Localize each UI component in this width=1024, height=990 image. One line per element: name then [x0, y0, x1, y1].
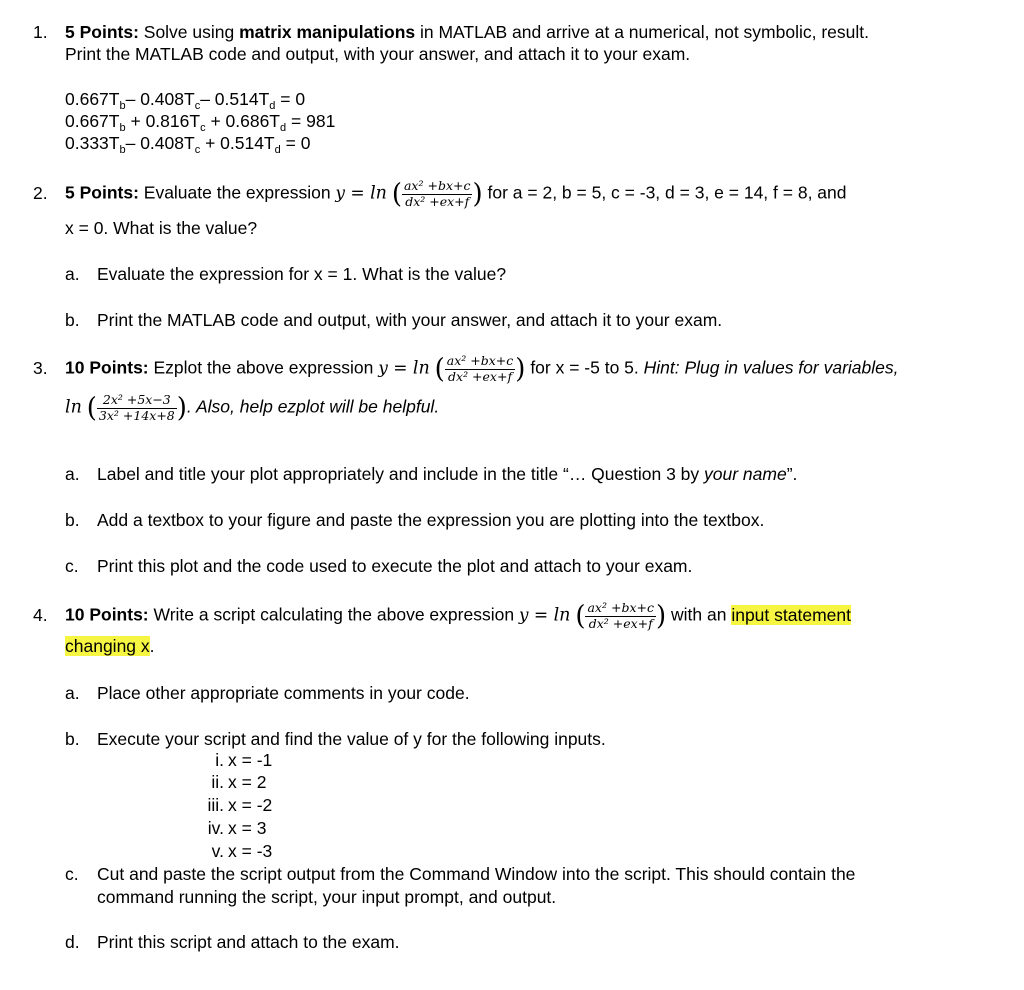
question-4a: a. Place other appropriate comments in your code. [65, 683, 470, 703]
question-4b: b. Execute your script and find the value of y for the following inputs. [65, 729, 606, 749]
question-number: 2. [33, 182, 48, 203]
points-label: 10 Points: [65, 604, 149, 625]
equation-2: $0.667T_b + 0.816T_c + 0.686T_d = 981$ [65, 111, 336, 134]
equation-1: $0.667T_b-$ $0.408T_c-$ $0.514T_d = 0$ [65, 89, 306, 112]
question-bold-text: matrix manipulations [239, 22, 416, 42]
points-label: 10 Points: [65, 357, 149, 378]
question-text: Solve using [138, 22, 240, 42]
input-value: x = -1 [228, 750, 273, 770]
input-roman: iii. [207, 795, 224, 815]
question-2-line-2: x = 0. What is the value? [65, 218, 258, 238]
expression-fraction: $\frac{\text{ax² +bx+c}}{\text{dx² +ex+f}}$ [587, 600, 654, 631]
input-roman: v. [211, 841, 224, 861]
question-4d: d. Print this script and attach to the exam. [65, 932, 400, 952]
specific-expression-fraction: $\frac{\text{2x² +5x−3}}{\text{3x² +14x+8}}$ [98, 392, 175, 423]
equation-3: $0.333T_b-$ $0.408T_c + 0.514T_d = 0$ [65, 133, 311, 156]
highlighted-text: changing x [65, 636, 150, 656]
hint-text: Hint: Plug in values for variables, [643, 357, 899, 378]
input-roman: ii. [211, 772, 224, 792]
expression-fraction: $\frac{\text{ax² +bx+c}}{\text{dx² +ex+f}}$ [403, 178, 471, 209]
expression-fraction: $\frac{\text{ax² +bx+c}}{\text{dx² +ex+f}}$ [446, 353, 514, 384]
highlighted-text: input statement [731, 604, 851, 625]
question-4-line-2: changing x. [65, 636, 155, 656]
question-number: 4. [33, 604, 48, 625]
question-3-line-1: 3. 10 Points: Ezplot the above expression y = ln ( $\frac{\text{ax² +bx+c}}{\text{dx² +ex+f}}$ ) for x = -5 to 5. Hint: Plug in values for variables, [33, 353, 899, 385]
question-1-line-1 [33, 24, 869, 42]
question-3a: a. Label and title your plot appropriately and include in the title “… Question 3 by your name”. [65, 464, 798, 484]
input-value: x = 3 [228, 818, 267, 838]
question-4-line-1: 4. 10 Points: Write a script calculating the above expression y = ln ( $\frac{\text{ax² +bx+c}}{\text{dx² +ex+f}}$ ) with an input statement [33, 600, 851, 632]
question-number: 1. [33, 22, 48, 42]
question-3c: c. Print this plot and the code used to execute the plot and attach to your exam. [65, 556, 693, 576]
question-number: 3. [33, 357, 48, 378]
input-roman: i. [215, 750, 224, 770]
input-value: x = -3 [228, 841, 273, 861]
question-3-line-2: ln ( $\frac{\text{2x² +5x−3}}{\text{3x² +14x+8}}$ ). Also, help ezplot will be helpful. [65, 392, 440, 424]
question-1-line-2: Print the MATLAB code and output, with your answer, and attach it to your exam. [65, 44, 691, 64]
question-2-line-1: 2. 5 Points: Evaluate the expression y = ln ( $\frac{\text{ax² +bx+c}}{\text{dx² +ex+f}}$ ) for a = 2, b = 5, c = -3, d = 3, e = 14, f = 8, and [33, 178, 847, 210]
input-value: x = -2 [228, 795, 273, 815]
question-2b: b. Print the MATLAB code and output, with your answer, and attach it to your exam. [65, 310, 723, 330]
question-4c: c. Cut and paste the script output from the Command Window into the script. This should contain the [65, 864, 856, 884]
question-text: in MATLAB and arrive at a numerical, not symbolic, result. [415, 22, 870, 42]
question-3b: b. Add a textbox to your figure and paste the expression you are plotting into the textbox. [65, 510, 765, 530]
question-4c-line-2: command running the script, your input prompt, and output. [97, 887, 557, 907]
input-value: x = 2 [228, 772, 267, 792]
input-roman: iv. [207, 818, 224, 838]
points-label: 5 Points: [65, 182, 139, 203]
points-label: 5 Points: [65, 22, 139, 42]
question-2a: a. Evaluate the expression for x = 1. What is the value? [65, 264, 507, 284]
